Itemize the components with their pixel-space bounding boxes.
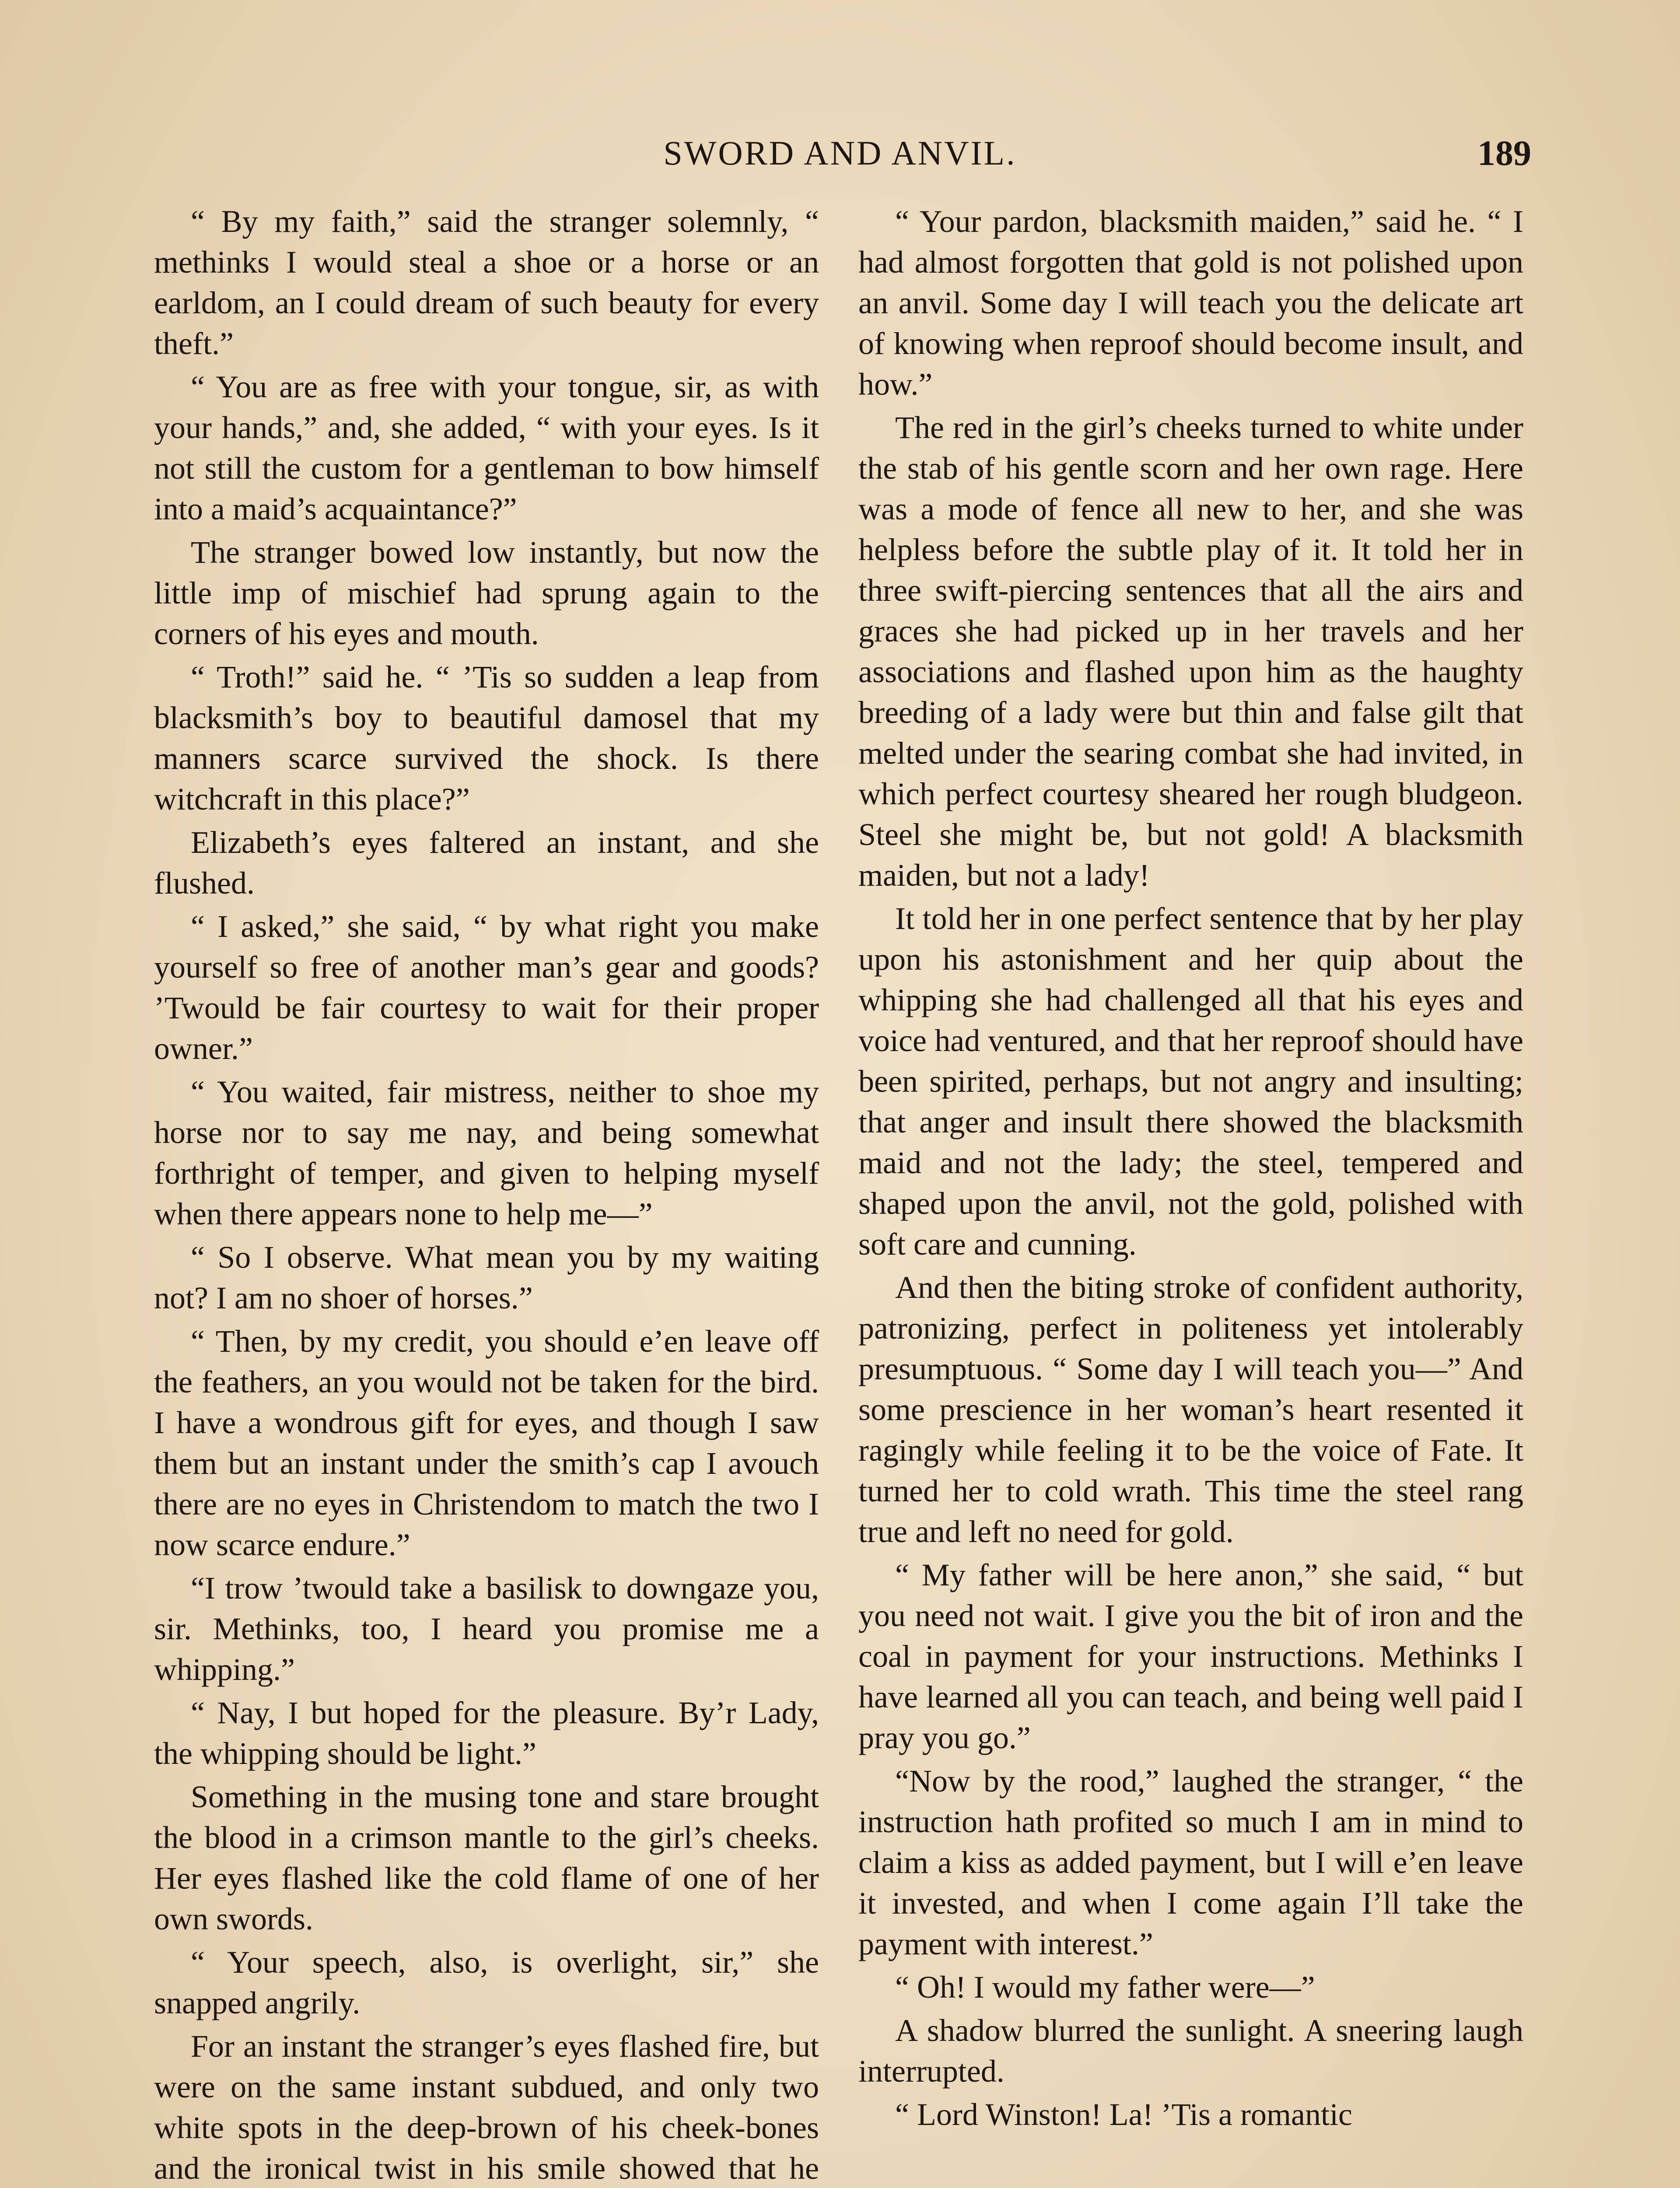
right-column (858, 201, 1523, 2138)
paragraph: A shadow blurred the sunlight. A sneering laugh interrupted. (858, 2013, 1523, 2089)
paragraph: “ Nay, I but hoped for the pleasure. By’r Lady, the whipping should be light.” (154, 1695, 819, 1771)
paragraph: “ Then, by my credit, you should e’en leave off the feathers, an you would not be taken for the bird. I have a wondrous gift for eyes, and though I saw them but an instant under the smith’s cap I avouch there are no eyes in Christendom to match the two I now scarce endure.” (154, 1324, 819, 1562)
running-title: SWORD AND ANVIL. (663, 134, 1017, 172)
paragraph: “ You waited, fair mistress, neither to shoe my horse nor to say me nay, and being somewhat forthright of temper, and given to helping myself when there appears none to help me—” (154, 1074, 819, 1231)
paragraph: “ My father will be here anon,” she said, “ but you need not wait. I give you the bit of iron and the coal in payment for your instructions. Methinks I have learned all you can teach, and being well paid I pray you go.” (858, 1557, 1523, 1755)
paragraph: “ Lord Winston! La! ’Tis a romantic (895, 2097, 1352, 2132)
paragraph: “Now by the rood,” laughed the stranger, “ the instruction hath profited so much I am in mind to claim a kiss as added payment, but I will e’en leave it invested, and when I come again I’ll take the payment with interest.” (858, 1764, 1523, 1961)
paragraph: “ Your speech, also, is overlight, sir,” she snapped angrily. (154, 1945, 819, 2020)
paragraph: “ Oh! I would my father were—” (895, 1970, 1315, 2005)
paragraph: The stranger bowed low instantly, but now the little imp of mischief had sprung again to the corners of his eyes and mouth. (154, 535, 819, 651)
left-column (154, 201, 819, 2188)
paragraph: For an instant the stranger’s eyes flashed fire, but were on the same instant subdued, and only two white spots in the deep-brown of his cheek-bones and the ironical twist in his smile showed that he (154, 2029, 819, 2186)
paragraph: Elizabeth’s eyes faltered an instant, and she flushed. (154, 825, 819, 901)
page-header (149, 127, 1531, 179)
paragraph: The red in the girl’s cheeks turned to white under the stab of his gentle scorn and her own rage. Here was a mode of fence all new to her, and she was helpless before the subtle play of it. It told her in three swift-piercing sentences that all the airs and graces she had picked up in her travels and her associations and flashed upon him as the haughty breeding of a lady were but thin and false gilt that melted under the searing combat she had invited, in which perfect courtesy sheared her rough bludgeon. Steel she might be, but not gold! A blacksmith maiden, but not a lady! (858, 410, 1523, 893)
paragraph: “ So I observe. What mean you by my waiting not? I am no shoer of horses.” (154, 1240, 819, 1315)
paragraph: “ By my faith,” said the stranger solemnly, “ methinks I would steal a shoe or a horse or an earldom, an I could dream of such beauty for every theft.” (154, 204, 819, 361)
paragraph: “I trow ’twould take a basilisk to downgaze you, sir. Methinks, too, I heard you promise me a whipping.” (154, 1571, 819, 1687)
page-number: 189 (1477, 133, 1531, 173)
paragraph: “ I asked,” she said, “ by what right you make yourself so free of another man’s gear and goods? ’Twould be fair courtesy to wait for their proper owner.” (154, 909, 819, 1066)
paragraph: And then the biting stroke of confident authority, patronizing, perfect in politeness yet intolerably presumptuous. “ Some day I will teach you—” And some prescience in her woman’s heart resented it ragingly while feeling it to be the voice of Fate. It turned her to cold wrath. This time the steel rang true and left no need for gold. (858, 1270, 1523, 1549)
paragraph: “ You are as free with your tongue, sir, as with your hands,” and, she added, “ with your eyes. Is it not still the custom for a gentleman to bow himself into a maid’s acquaintance?” (154, 369, 819, 526)
paragraph: “ Your pardon, blacksmith maiden,” said he. “ I had almost forgotten that gold is not polished upon an anvil. Some day I will teach you the delicate art of knowing when reproof should become insult, and how.” (858, 204, 1523, 402)
paragraph: “ Troth!” said he. “ ’Tis so sudden a leap from blacksmith’s boy to beautiful damosel that my manners scarce survived the shock. Is there witchcraft in this place?” (154, 659, 819, 817)
paragraph: Something in the musing tone and stare brought the blood in a crimson mantle to the girl’s cheeks. Her eyes flashed like the cold flame of one of her own swords. (154, 1779, 819, 1936)
paragraph: It told her in one perfect sentence that by her play upon his astonishment and her quip about the whipping she had challenged all that his eyes and voice had ventured, and that her reproof should have been spirited, perhaps, but not angry and insulting; that anger and insult there showed the blacksmith maid and not the lady; the steel, tempered and shaped upon the anvil, not the gold, polished with soft care and cunning. (858, 901, 1523, 1262)
